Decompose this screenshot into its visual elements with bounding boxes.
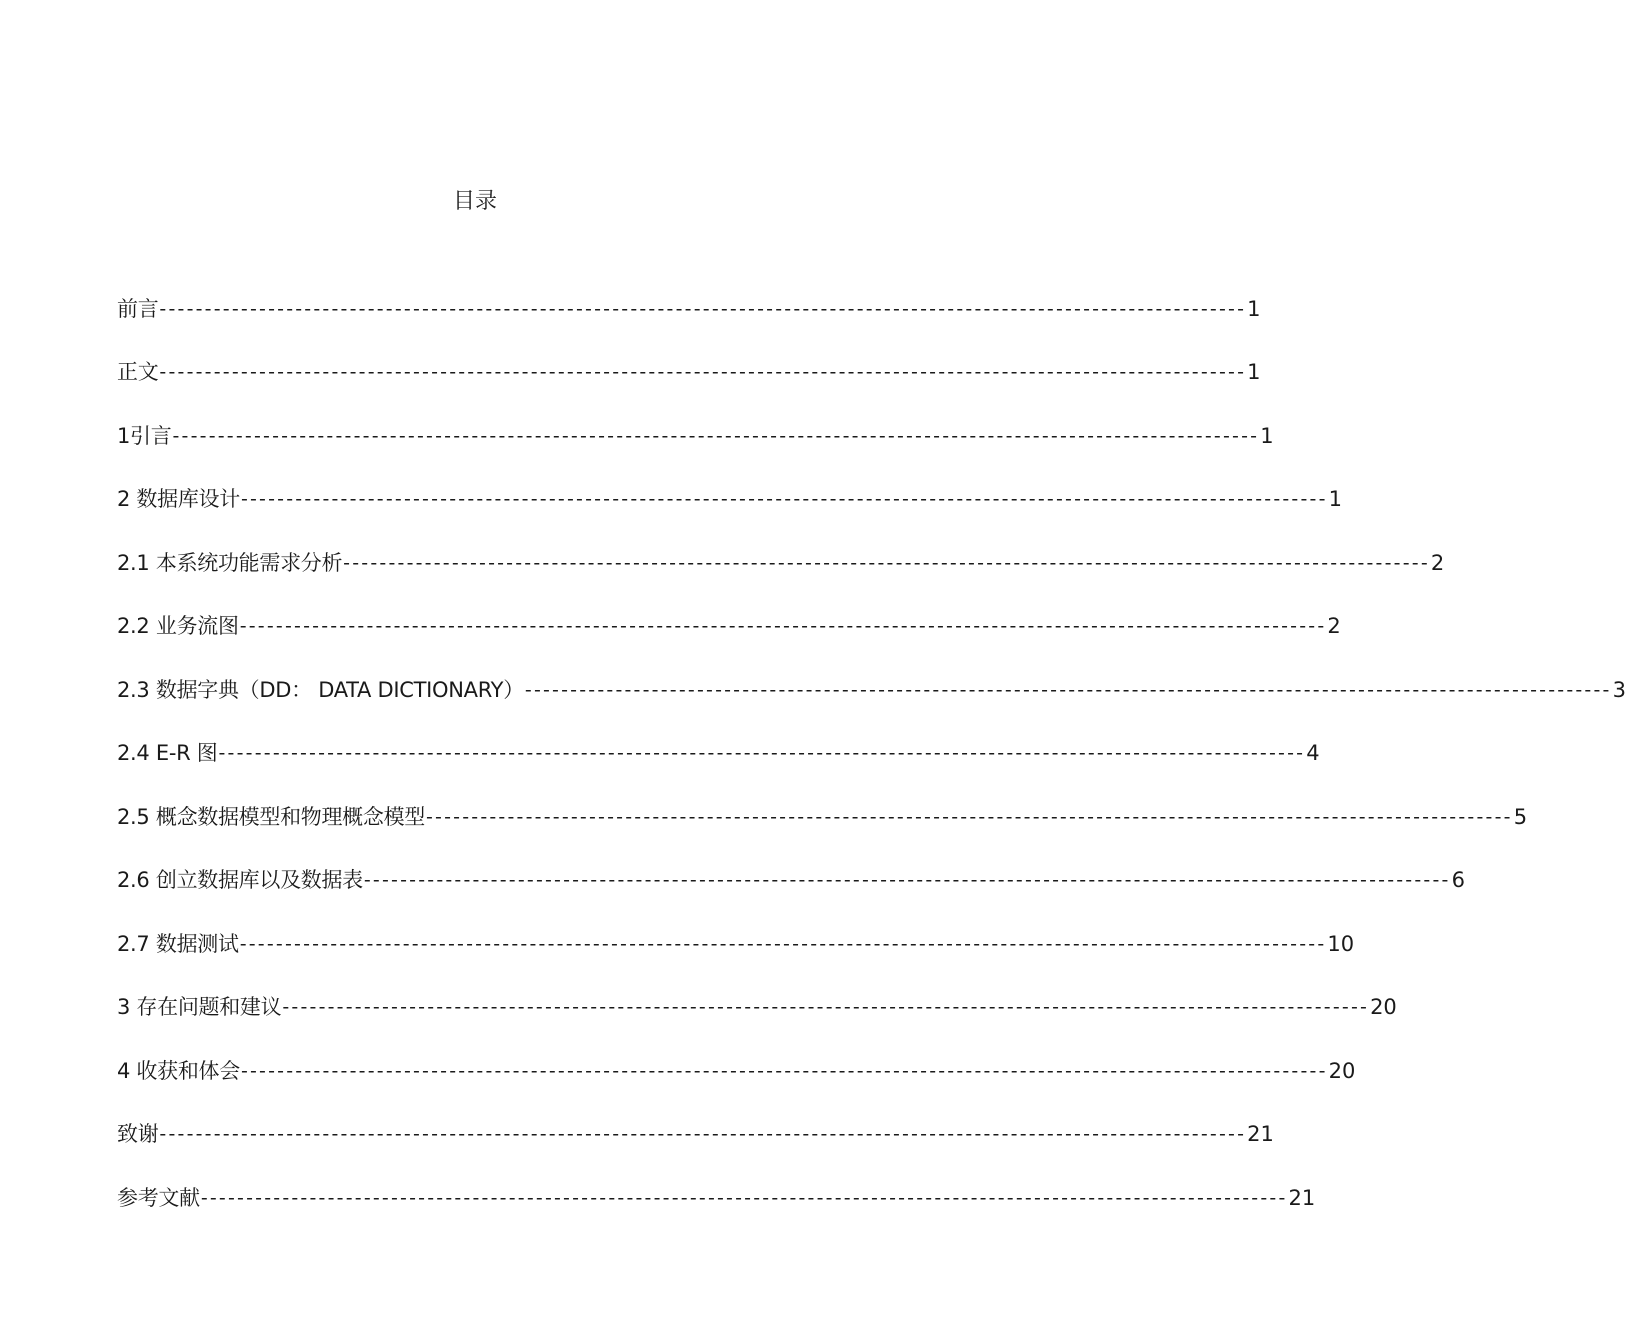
toc-entry[interactable] (117, 595, 1341, 659)
toc-entry-leader: ------------------------------------------------------------------------------------------------------------------------ (425, 805, 1513, 828)
toc-entry-page: 4 (1306, 741, 1320, 766)
toc-entry-label: 致谢 (117, 1122, 159, 1147)
toc-entry[interactable] (117, 1166, 1316, 1230)
toc-entry[interactable] (117, 341, 1261, 405)
toc-list (117, 277, 1626, 1230)
toc-entry-label: 2.2 业务流图 (117, 614, 239, 639)
toc-entry-label: 前言 (117, 296, 159, 321)
toc-entry-leader: ------------------------------------------------------------------------------------------------------------------------ (159, 297, 1247, 320)
toc-entry-leader: ------------------------------------------------------------------------------------------------------------------------ (172, 424, 1260, 447)
toc-entry[interactable] (117, 1039, 1356, 1103)
toc-entry[interactable] (117, 658, 1626, 722)
toc-entry-label: 正文 (117, 360, 159, 385)
toc-entry-page: 21 (1247, 1122, 1274, 1147)
toc-entry-leader: ------------------------------------------------------------------------------------------------------------------------ (524, 678, 1612, 701)
toc-entry-leader: ------------------------------------------------------------------------------------------------------------------------ (200, 1186, 1288, 1209)
toc-entry-leader: ------------------------------------------------------------------------------------------------------------------------ (159, 1123, 1247, 1146)
toc-entry-leader: ------------------------------------------------------------------------------------------------------------------------ (363, 869, 1451, 892)
toc-entry[interactable] (117, 1103, 1274, 1167)
toc-entry-page: 20 (1328, 1058, 1356, 1083)
toc-entry-label: 2.4 E-R 图 (117, 741, 218, 766)
toc-entry-page: 5 (1513, 804, 1528, 829)
toc-entry[interactable] (117, 976, 1397, 1040)
toc-entry[interactable] (117, 468, 1343, 532)
toc-entry[interactable] (117, 531, 1445, 595)
toc-entry-label: 2.6 创立数据库以及数据表 (117, 868, 363, 893)
toc-entry-leader: ------------------------------------------------------------------------------------------------------------------------ (159, 361, 1247, 384)
toc-entry-page: 1 (1260, 423, 1274, 448)
toc-entry-label: 2 数据库设计 (117, 487, 240, 512)
toc-entry-label: 4 收获和体会 (117, 1058, 240, 1083)
toc-entry-page: 6 (1451, 868, 1465, 893)
toc-entry[interactable] (117, 912, 1355, 976)
toc-entry-label: 2.5 概念数据模型和物理概念模型 (117, 804, 425, 829)
toc-entry[interactable] (117, 277, 1261, 341)
toc-entry-page: 10 (1327, 931, 1355, 956)
toc-entry-leader: ------------------------------------------------------------------------------------------------------------------------ (239, 932, 1327, 955)
toc-entry-leader: ------------------------------------------------------------------------------------------------------------------------ (282, 996, 1370, 1019)
toc-entry-label: 2.7 数据测试 (117, 931, 239, 956)
toc-entry-page: 1 (1247, 296, 1261, 321)
toc-entry-page: 1 (1328, 487, 1343, 512)
toc-entry-label: 参考文献 (117, 1185, 200, 1210)
toc-entry-label: 1引言 (117, 423, 172, 448)
toc-entry-page: 3 (1612, 677, 1626, 702)
toc-entry-page: 1 (1247, 360, 1261, 385)
toc-entry-leader: ------------------------------------------------------------------------------------------------------------------------ (343, 551, 1430, 574)
toc-entry-leader: ------------------------------------------------------------------------------------------------------------------------ (239, 615, 1327, 638)
toc-entry-label: 2.1 本系统功能需求分析 (117, 550, 343, 575)
toc-entry-label: 2.3 数据字典（DD： DATA DICTIONARY） (117, 677, 524, 702)
toc-entry[interactable] (117, 404, 1274, 468)
toc-entry[interactable] (117, 785, 1528, 849)
toc-entry-label: 3 存在问题和建议 (117, 995, 282, 1020)
toc-entry-page: 2 (1430, 550, 1445, 575)
toc-entry-page: 20 (1370, 995, 1397, 1020)
toc-entry-leader: ------------------------------------------------------------------------------------------------------------------------ (240, 488, 1328, 511)
toc-entry[interactable] (117, 722, 1320, 786)
toc-title: 目录 (452, 189, 497, 214)
toc-entry-leader: ------------------------------------------------------------------------------------------------------------------------ (218, 742, 1306, 765)
toc-entry[interactable] (117, 849, 1465, 913)
toc-entry-leader: ------------------------------------------------------------------------------------------------------------------------ (240, 1059, 1328, 1082)
toc-entry-page: 2 (1327, 614, 1341, 639)
toc-entry-page: 21 (1288, 1185, 1316, 1210)
